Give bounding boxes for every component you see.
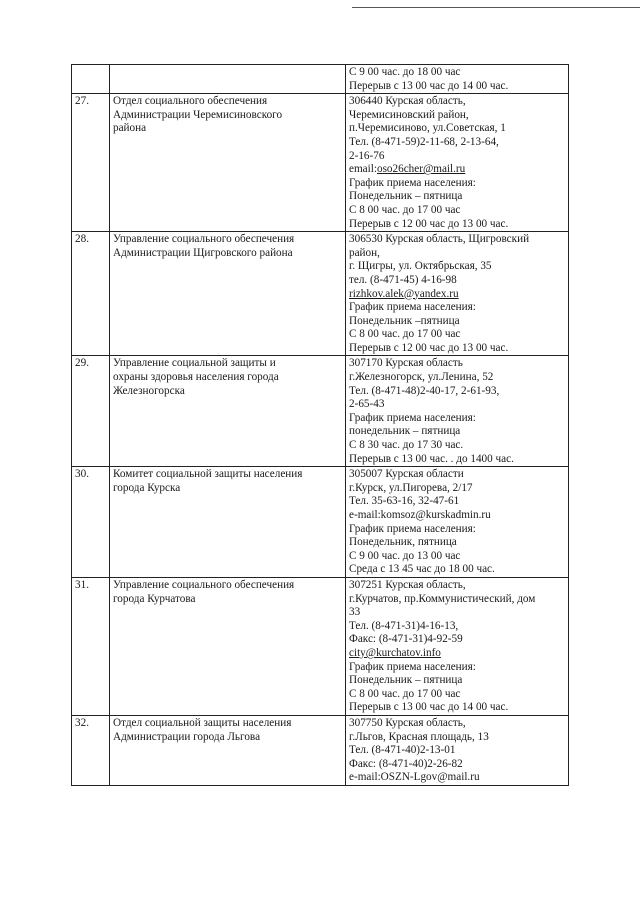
address-line [349, 136, 565, 150]
address-line [349, 150, 565, 164]
address-line [349, 328, 565, 342]
organization-name-line: Железногорска [113, 384, 185, 397]
organization-name-line: Отдел социального обеспечения [113, 95, 268, 108]
address-line [349, 260, 565, 274]
address-line [349, 674, 565, 688]
address-line [349, 315, 565, 329]
table-body [72, 65, 569, 786]
address-text: С 8 00 час. до 17 00 час [349, 328, 461, 341]
address-line [349, 550, 565, 564]
address-line [349, 744, 565, 758]
address-text: г.Курск, ул.Пигорева, 2/17 [349, 481, 473, 494]
address-text: 306530 Курская область, Щигровский [349, 233, 530, 246]
address-text: 307251 Курская область, [349, 578, 466, 591]
address-text: График приема населения: [349, 176, 476, 189]
address-line [349, 758, 565, 772]
address-line [349, 398, 565, 412]
address-line [349, 717, 565, 731]
address-line [349, 177, 565, 191]
address-text: 2-65-43 [349, 398, 385, 411]
address-line [349, 633, 565, 647]
address-line [349, 661, 565, 675]
address-line [349, 163, 565, 177]
address-text: Тел. (8-471-40)2-13-01 [349, 744, 456, 757]
organization-name-line: Администрации Щигровского района [113, 246, 293, 259]
address-text: тел. (8-471-45) 4-16-98 [349, 273, 457, 286]
address-line [349, 620, 565, 634]
address-text: Черемисиновский район, [349, 108, 469, 121]
address-text: г. Щигры, ул. Октябрьская, 35 [349, 260, 492, 273]
top-rule [352, 7, 640, 8]
row-number: 31. [72, 577, 110, 715]
address-line [349, 80, 565, 94]
address-line [349, 122, 565, 136]
address-text: г.Железногорск, ул.Ленина, 52 [349, 371, 494, 384]
organization-name-line: города Курска [113, 481, 181, 494]
address-line [349, 109, 565, 123]
address-text: г.Льгов, Красная площадь, 13 [349, 730, 489, 743]
address-text: График приема населения: [349, 660, 476, 673]
organization-name-line: Комитет социальной защиты населения [113, 468, 303, 481]
address-line [349, 509, 565, 523]
address-line [349, 204, 565, 218]
address-text: С 8 00 час. до 17 00 час [349, 203, 461, 216]
table-row [72, 467, 569, 578]
address-text: 2-16-76 [349, 149, 385, 162]
address-text: Понедельник, пятница [349, 536, 457, 549]
address-text: График приема населения: [349, 522, 476, 535]
address-text: С 9 00 час. до 18 00 час [349, 66, 461, 78]
table-row [72, 356, 569, 467]
organization-cell [110, 577, 346, 715]
table-row [72, 94, 569, 232]
address-text: e-mail:komsoz@kurskadmin.ru [349, 509, 491, 521]
address-text: Понедельник – пятница [349, 674, 463, 687]
address-text: e-mail:OSZN-Lgov@mail.ru [349, 771, 480, 784]
row-number: 28. [72, 232, 110, 356]
address-text: График приема населения: [349, 301, 476, 314]
organization-cell [110, 467, 346, 578]
address-line [349, 288, 565, 302]
address-text: Тел. 35-63-16, 32-47-61 [349, 495, 460, 508]
address-text: п.Черемисиново, ул.Советская, 1 [349, 122, 506, 135]
contacts-table [71, 64, 569, 786]
address-line [349, 731, 565, 745]
address-text: Перерыв с 12 00 час до 13 00 час. [349, 217, 509, 230]
address-line [349, 247, 565, 261]
organization-name-line: Управление социального обеспечения [113, 233, 295, 246]
organization-name-line: Администрации города Льгова [113, 730, 261, 743]
address-cell [346, 94, 569, 232]
address-text: 307750 Курская область, [349, 716, 466, 729]
organization-cell [110, 232, 346, 356]
address-text: Перерыв с 13 00 час до 14 00 час. [349, 701, 509, 714]
organization-cell [110, 94, 346, 232]
address-line [349, 495, 565, 509]
address-text: понедельник – пятница [349, 425, 461, 438]
address-line [349, 357, 565, 371]
address-cell [346, 65, 569, 94]
address-text: Перерыв с 13 00 час. . до 1400 час. [349, 452, 514, 465]
address-line [349, 301, 565, 315]
address-text: Перерыв с 13 00 час до 14 00 час. [349, 79, 509, 92]
address-text: Перерыв с 12 00 час до 13 00 час. [349, 341, 509, 354]
organization-name-line: Отдел социальной защиты населения [113, 716, 292, 729]
address-cell [346, 467, 569, 578]
address-cell [346, 356, 569, 467]
organization-cell [110, 356, 346, 467]
address-text: email: [349, 163, 377, 176]
organization-name-line: охраны здоровья населения города [113, 371, 279, 384]
address-text: С 8 00 час. до 17 00 час [349, 687, 461, 700]
address-text: Факс: (8-471-40)2-26-82 [349, 757, 463, 770]
address-line [349, 701, 565, 715]
address-text: График приема населения: [349, 411, 476, 424]
organization-name-line: Управление социальной защиты и [113, 357, 276, 370]
email-link[interactable]: oso26cher@mail.ru [376, 163, 466, 176]
email-link[interactable]: rizhkov.alek@yandex.ru [349, 287, 459, 300]
address-text: Тел. (8-471-59)2-11-68, 2-13-64, [349, 135, 499, 148]
address-line [349, 771, 565, 785]
address-text: С 8 30 час. до 17 30 час. [349, 439, 464, 452]
address-line [349, 579, 565, 593]
address-line [349, 66, 565, 80]
address-line [349, 468, 565, 482]
address-line [349, 453, 565, 467]
table-row [72, 715, 569, 785]
table-row [72, 577, 569, 715]
address-text: Тел. (8-471-31)4-16-13, [349, 619, 459, 632]
address-line [349, 593, 565, 607]
address-cell [346, 232, 569, 356]
address-line [349, 425, 565, 439]
address-line [349, 482, 565, 496]
address-line [349, 233, 565, 247]
table-row [72, 65, 569, 94]
address-line [349, 688, 565, 702]
address-line [349, 439, 565, 453]
address-line [349, 412, 565, 426]
address-line [349, 563, 565, 577]
address-line [349, 190, 565, 204]
table-row [72, 232, 569, 356]
organization-name-line: Управление социального обеспечения [113, 578, 295, 591]
address-text: Факс: (8-471-31)4-92-59 [349, 633, 463, 646]
organization-name-line: района [113, 122, 147, 135]
row-number [72, 65, 110, 94]
organization-cell [110, 65, 346, 94]
address-cell [346, 577, 569, 715]
address-cell [346, 715, 569, 785]
address-text: 306440 Курская область, [349, 95, 466, 108]
row-number: 27. [72, 94, 110, 232]
address-line [349, 218, 565, 232]
address-text: С 9 00 час. до 13 00 час [349, 549, 461, 562]
address-line [349, 371, 565, 385]
address-text: Среда с 13 45 час до 18 00 час. [349, 563, 495, 576]
row-number: 29. [72, 356, 110, 467]
address-line [349, 274, 565, 288]
address-line [349, 385, 565, 399]
address-text: Тел. (8-471-48)2-40-17, 2-61-93, [349, 384, 500, 397]
address-text: 33 [349, 606, 361, 619]
address-line [349, 536, 565, 550]
address-text: Понедельник – пятница [349, 190, 463, 203]
address-line [349, 342, 565, 356]
address-line [349, 606, 565, 620]
address-text: Понедельник –пятница [349, 314, 460, 327]
address-line [349, 647, 565, 661]
organization-cell [110, 715, 346, 785]
row-number: 30. [72, 467, 110, 578]
address-text: 305007 Курская области [349, 468, 464, 481]
email-link[interactable]: city@kurchatov.info [349, 646, 441, 659]
row-number: 32. [72, 715, 110, 785]
organization-name-line: города Курчатова [113, 592, 196, 605]
address-text: 307170 Курская область [349, 357, 463, 370]
address-text: г.Курчатов, пр.Коммунистический, дом [349, 592, 536, 605]
address-line [349, 523, 565, 537]
address-text: район, [349, 246, 380, 259]
organization-name-line: Администрации Черемисиновского [113, 108, 283, 121]
address-line [349, 95, 565, 109]
